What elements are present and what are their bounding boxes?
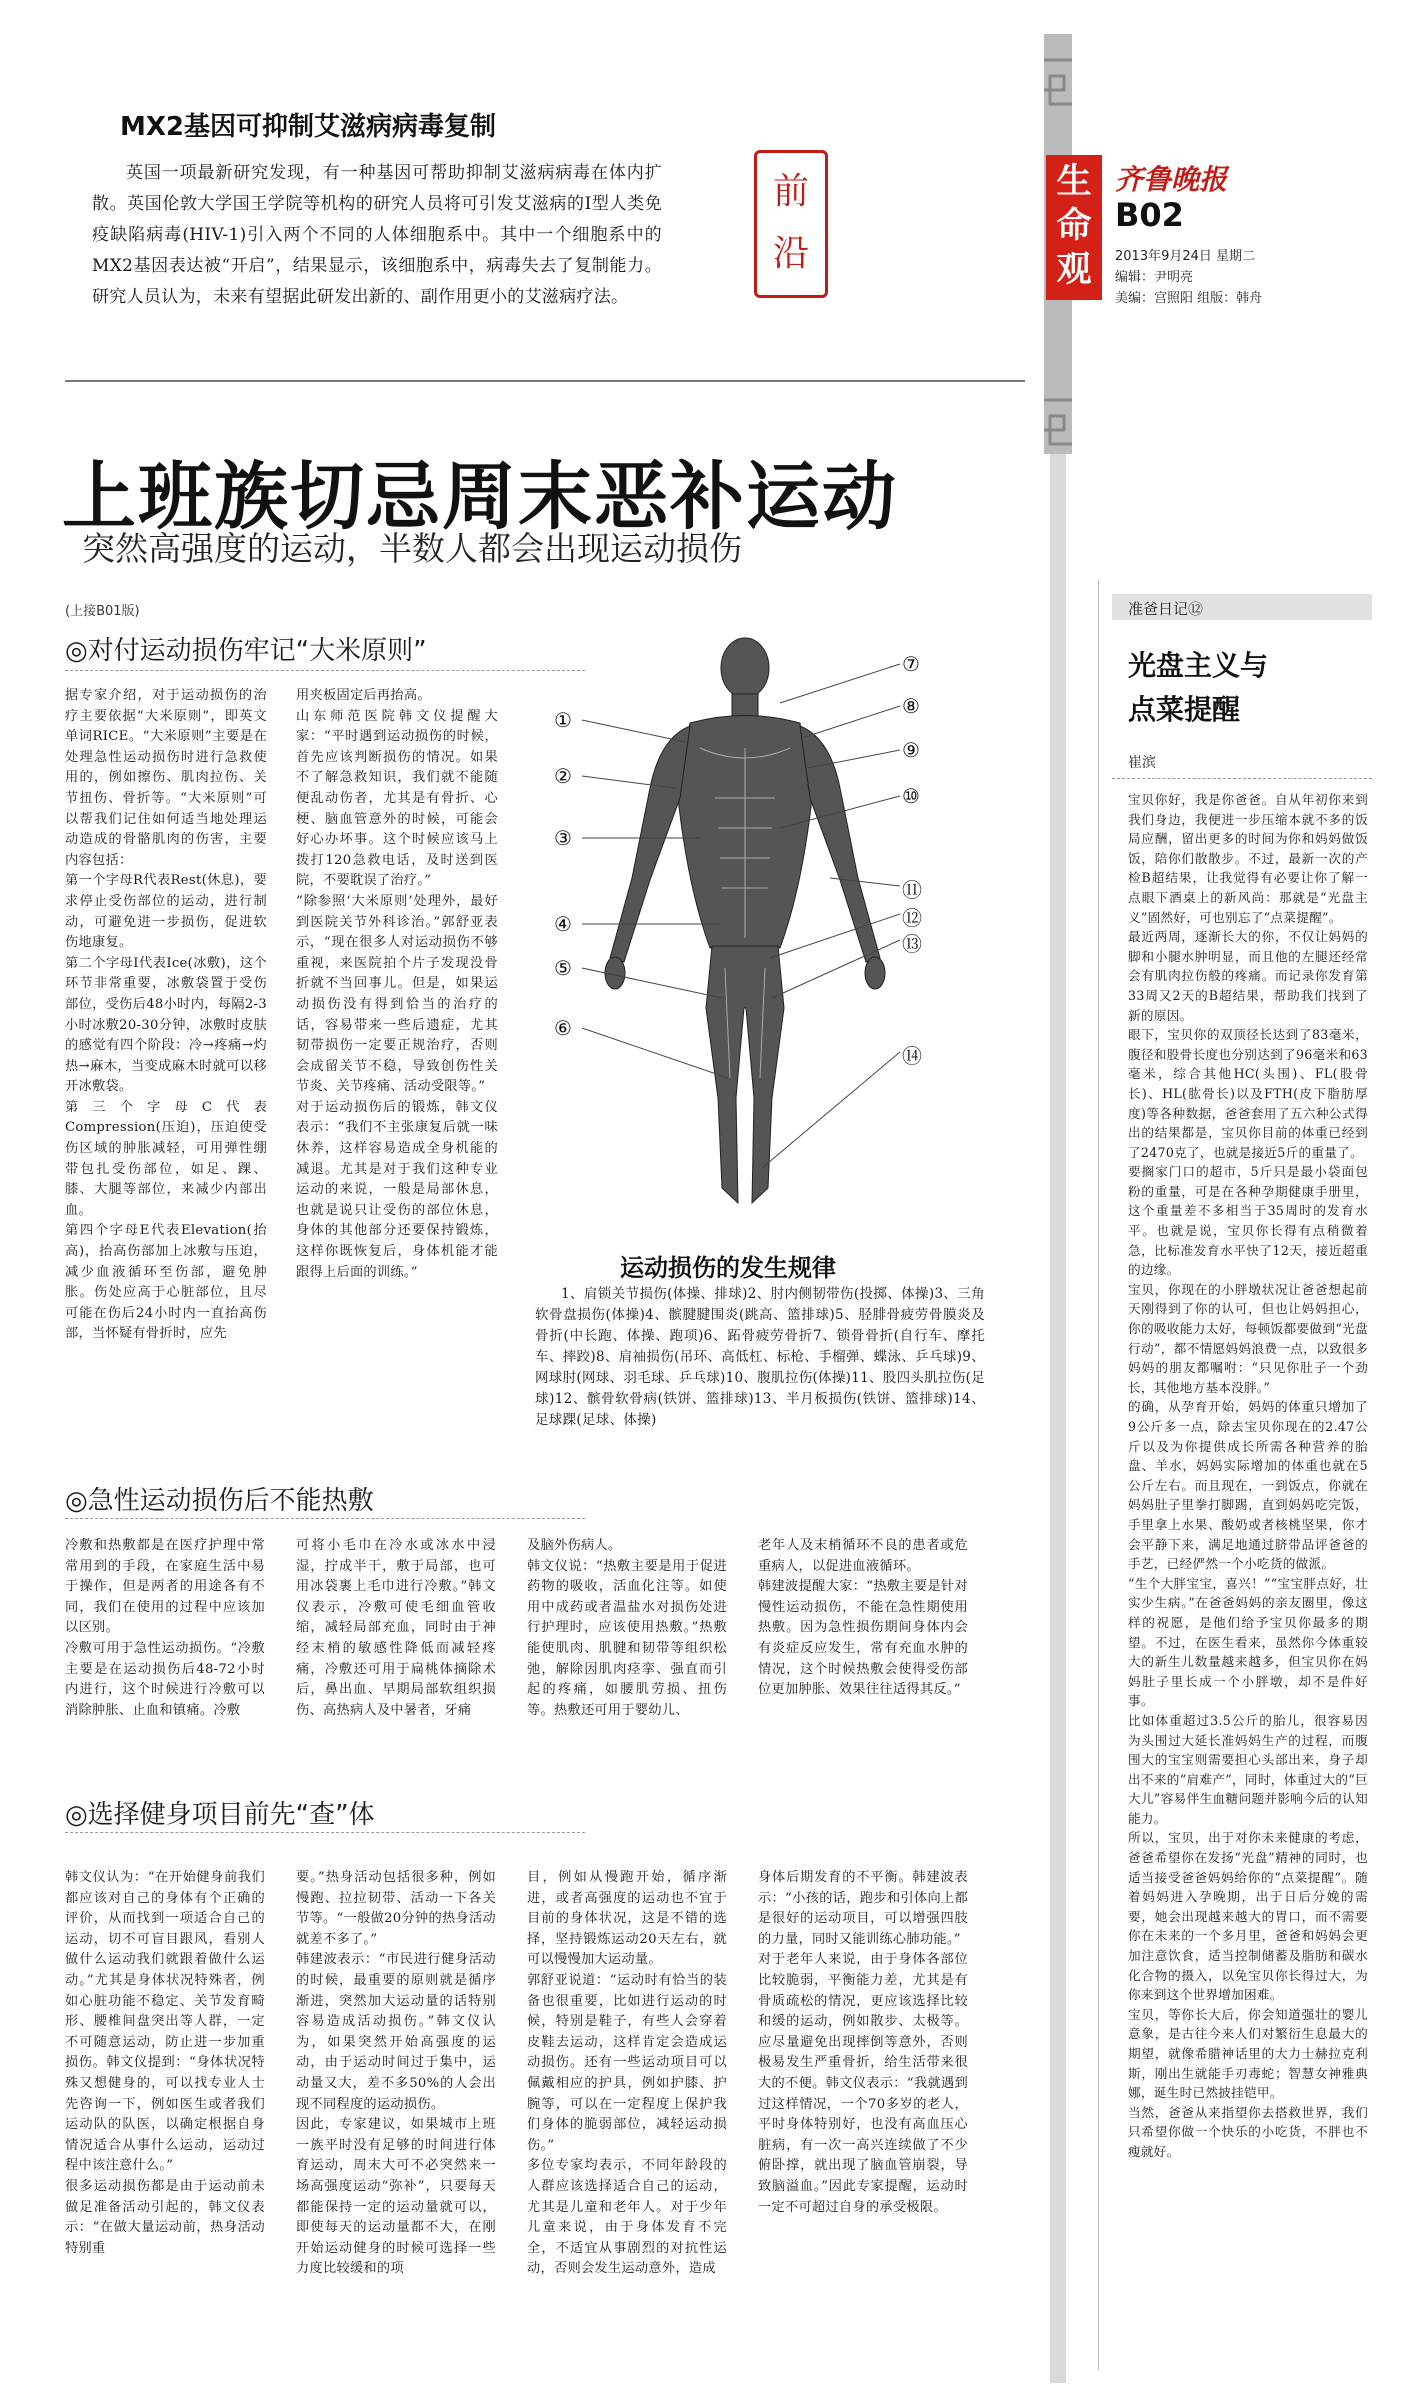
main-headline: 上班族切忌周末恶补运动 [62,454,898,540]
section2-title: ◎急性运动损伤后不能热敷 [65,1486,374,1516]
diary-author-rule [1112,778,1372,779]
section1-title: ◎对付运动损伤牢记“大米原则” [65,636,427,666]
figure-callout: ⑤ [554,956,572,980]
figure-callout: ⑪ [902,878,922,902]
section3-col3: 目，例如从慢跑开始，循序渐进，或者高强度的运动也不宜于目前的身体状况，这是不错的选择，坚持锻炼运动20天左右，就可以慢慢加大运动量。 郭舒亚说道：“运动时有恰当的装备也很重要，比如进行运动的时候，特别是鞋子，有些人会穿着皮鞋去运动，这样肯定会造成运动损伤。还有一些运动项目可以佩戴相应的护具，例如护膝、护腕等，可以在一定程度上保护我们身体的脆弱部位，减轻运动损伤。” 多位专家均表示，不同年龄段的人群应该选择适合自己的运动，尤其是儿童和老年人。对于少年儿童来说，由于身体发育不完全，不适宜从事剧烈的对抗性运动，否则会发生运动意外，造成 [527,1870,727,2277]
diary-divider [1098,580,1099,2370]
figure-callout: ⑦ [902,652,920,676]
diary-title-line2: 点菜提醒 [1128,693,1241,726]
section3-col4: 身体后期发育的不平衡。韩建波表示：“小孩的话，跑步和引体向上都是很好的运动项目，可以增强四肢的力量，同时又能训练心肺功能。” 对于老年人来说，由于身体各部位比较脆弱，平衡能力差，尤其是有骨质疏松的情况，更应该选择比较和缓的运动，例如散步、太极等。应尽量避免出现摔倒等意外，否则极易发生严重骨折，给生活带来很大的不便。韩文仪表示：“我就遇到过这样情况，一个70多岁的老人，平时身体特别好，也没有高血压心脏病，有一次一高兴连续做了不少俯卧撑，就出现了脑血管崩裂，导致脑溢血。”因此专家提醒，运动时一定不可超过自身的承受极限。 [758,1870,968,2215]
frontier-badge-text: 前沿 [772,171,809,274]
diary-title-line1: 光盘主义与 [1128,649,1269,682]
figure-callout: ② [554,764,572,788]
section3-col1: 韩文仪认为：“在开始健身前我们都应该对自己的身体有个正确的评价，从而找到一项适合自己的运动，切不可盲目跟风，看别人做什么运动我们就跟着做什么运动。”尤其是身体状况特殊者，例如心脏功能不稳定、关节发育畸形、腰椎间盘突出等人群，一定不可随意运动，防止进一步加重损伤。韩文仪提到：“身体状况特殊又想健身的，可以找专业人士先咨询一下，例如医生或者我们运动队的队医，以确定根据自身情况适合从事什么运动，运动过程中该注意什么。” 很多运动损伤都是由于运动前未做足准备活动引起的，韩文仪表示：“在做大量运动前，热身活动特别重 [65,1870,265,2256]
section2-col2: 可将小毛巾在冷水或冰水中浸湿，拧成半干，敷于局部，也可用冰袋裹上毛巾进行冷敷。”韩文仪表示，冷敷可使毛细血管收缩，减轻局部充血，同时由于神经末梢的敏感性降低而减轻疼痛，冷敷还可用于扁桃体摘除术后，鼻出血、早期局部软组织损伤、高热病人及中暑者，牙痛 [296,1538,496,1718]
decorative-border-icon [1038,0,1078,2383]
main-subheadline: 突然高强度的运动，半数人都会出现运动损伤 [82,529,742,568]
figure-callout: ⑨ [902,738,920,762]
diary-author: 崔滨 [1128,755,1156,771]
paper-name: 齐鲁晚报 [1115,163,1228,196]
section2-rule [65,1518,585,1519]
page-code: B02 [1115,196,1184,234]
section1-col2: 用夹板固定后再抬高。 山东师范医院韩文仪提醒大家：“平时遇到运动损伤的时候，首先应该判断损伤的情况。如果不了解急救知识，我们就不能随便乱动伤者，尤其是有骨折、心梗、脑血管意外的时候，可能会好心办坏事。这个时候应该马上拨打120急救电话，及时送到医院，不要耽误了治疗。” “除参照‘大米原则’处理外，最好到医院关节外科诊治。”郭舒亚表示，“现在很多人对运动损伤不够重视，来医院拍个片子发现没骨折就不当回事儿。但是，如果运动损伤没有得到恰当的治疗的话，容易带来一些后遗症，尤其韧带损伤一定要正规治疗，否则会成留关节不稳，导致创伤性关节炎、关节疼痛、活动受限等。” 对于运动损伤后的锻炼，韩文仪表示：“我们不主张康复后就一味休养，这样容易造成全身机能的减退。尤其是对于我们这种专业运动的来说，一般是局部休息，也就是说只让受伤的部位休息，身体的其他部分还要保持锻炼，这样你既恢复后，身体机能才能跟得上后面的训练。” [296,688,498,1280]
figure-callout: ⑧ [902,694,920,718]
figure-title: 运动损伤的发生规律 [620,1254,836,1282]
masthead-strip [1038,0,1078,2383]
section3-title: ◎选择健身项目前先“查”体 [65,1800,375,1830]
section3-col2: 要。”热身活动包括很多种，例如慢跑、拉拉韧带、活动一下各关节等。“一般做20分钟的热身活动就差不多了。” 韩建波表示：“市民进行健身活动的时候，最重要的原则就是循序渐进，突然加大运动量的话特别容易造成活动损伤。”韩文仪认为，如果突然开始高强度的运动，由于运动时间过于集中，运动量又大，差不多50%的人会出现不同程度的运动损伤。 因此，专家建议，如果城市上班一族平时没有足够的时间进行体育运动，周末大可不必突然来一场高强度运动“弥补”，只要每天都能保持一定的运动量就可以，即使每天的运动量都不大，在刚开始运动健身的时候可选择一些力度比较缓和的项 [296,1870,496,2277]
date-line: 2013年9月24日 星期二 [1115,249,1256,264]
diary-column-tag: 准爸日记⑫ [1128,600,1204,618]
anatomy-figure [540,628,975,1228]
section1-col1: 据专家介绍，对于运动损伤的治疗主要依据“大米原则”，即英文单词RICE。“大米原则”主要是在处理急性运动损伤时进行急救使用的，例如擦伤、肌肉拉伤、关节扭伤、骨折等。“大米原则”可以帮我们记住如何适当地处理运动造成的骨骼肌肉的伤害，主要内容包括： 第一个字母R代表Rest(休息)，要求停止受伤部位的运动，进行制动，可避免进一步损伤，促进软伤地康复。 第二个字母I代表Ice(冰敷)，这个环节非常重要，冰敷袋置于受伤部位，受伤后48小时内，每隔2-3小时冰敷20-30分钟，冰敷时皮肤的感觉有四个阶段：冷→疼痛→灼热→麻木，当变成麻木时就可以移开冰敷袋。 第三个字母C代表Compression(压迫)，压迫使受伤区域的肿胀减轻，可用弹性绷带包扎受伤部位，如足、踝、膝、大腿等部位，来减少内部出血。 第四个字母E代表Elevation(抬高)，抬高伤部加上冰敷与压迫，减少血液循环至伤部，避免肿胀。伤处应高于心脏部位，且尽可能在伤后24小时内一直抬高伤部，当怀疑有骨折时，应先 [65,688,267,1342]
section3-rule [65,1832,585,1833]
frontier-title: MX2基因可抑制艾滋病病毒复制 [120,112,497,142]
figure-callout: ⑫ [902,906,922,930]
frontier-divider [65,380,1025,382]
figure-callout: ④ [554,912,572,936]
figure-caption: 1、肩锁关节损伤(体操、排球)2、肘内侧韧带伤(投掷、体操)3、三角软骨盘损伤(体操)4、髌腱腱围炎(跳高、篮排球)5、胫腓骨疲劳骨膜炎及骨折(中长跑、体操、跑项)6、跖骨疲劳骨折7、锁骨骨折(自行车、摩托车、摔跤)8、肩袖损伤(吊环、高低杠、标枪、手榴弹、蝶泳、乒乓球)9、网球肘(网球、羽毛球、乒乓球)10、腹肌拉伤(体操)11、股四头肌拉伤(足球)12、髌骨软骨病(铁饼、篮排球)13、半月板损伤(铁饼、篮排球)14、足球踝(足球、体操) [535,1286,985,1428]
figure-callout: ③ [554,826,572,850]
figure-callout: ⑥ [554,1016,572,1040]
continued-note: (上接B01版) [65,604,140,619]
figure-callout: ① [554,708,572,732]
section2-col1: 冷敷和热敷都是在医疗护理中常常用到的手段，在家庭生活中易于操作，但是两者的用途各有不同，我们在使用的过程中应该加以区别。 冷敷可用于急性运动损伤。“冷敷主要是在运动损伤后48-72小时内进行，这个时候进行冷敷可以消除肿胀、止血和镇痛。冷敷 [65,1538,265,1718]
editor-line: 编辑：尹明亮 [1115,270,1194,285]
frontier-body: 英国一项最新研究发现，有一种基因可帮助抑制艾滋病病毒在体内扩散。英国伦敦大学国王学院等机构的研究人员将可引发艾滋病的Ⅰ型人类免疫缺陷病毒(HIV-1)引入两个不同的人体细胞系中。其中一个细胞系中的MX2基因表达被“开启”，结果显示，该细胞系中，病毒失去了复制能力。研究人员认为，未来有望据此研发出新的、副作用更小的艾滋病疗法。 [92,163,662,307]
section1-rule [65,670,585,671]
section-label-text: 生命观 [1056,162,1092,290]
section2-col4: 老年人及末梢循环不良的患者或危重病人，以促进血液循环。 韩建波提醒大家：“热敷主要是针对慢性运动损伤，不能在急性期使用热敷。因为急性损伤期间身体内会有炎症反应发生，常有充血水肿的情况，这个时候热敷会使得受伤部位更加肿胀、效果往往适得其反。” [758,1538,968,1698]
diary-body: 宝贝你好，我是你爸爸。自从年初你来到我们身边，我便进一步压缩本就不多的饭局应酬，留出更多的时间为你和妈妈做饭饭，陪你们散散步。不过，最新一次的产检B超结果，让我觉得有必要让你了解一点眼下酒桌上的新风尚：那就是“光盘主义”固然好，可也别忘了“点菜提醒”。 最近两周，逐渐长大的你，不仅让妈妈的脚和小腿水肿明显，而且他的左腿还经常会有肌肉拉伤般的疼痛。而记录你发育第33周又2天的B超结果，帮助我们找到了新的原因。 眼下，宝贝你的双顶径长达到了83毫米，腹径和股骨长度也分别达到了96毫米和63毫米，综合其他HC(头围)、FL(股骨长)、HL(肱骨长)以及FTH(皮下脂肪厚度)等各种数据，爸爸套用了五六种公式得出的结果都是，宝贝你目前的体重已经到了2470克了，也就是接近5斤的重量了。 要搁家门口的超市，5斤只是最小袋面包粉的重量，可是在各种孕期健康手册里，这个重量差不多相当于35周时的发育水平。也就是说，宝贝你长得有点稍微着急，比标准发育水平快了12天，接近超重的边缘。 宝贝，你现在的小胖墩状况让爸爸想起前天刚得到了你的认可，但也让妈妈担心，你的吸收能力太好，每顿饭都要做到“光盘行动”，都不情愿妈妈浪费一点，以致很多妈妈的朋友都嘱咐：“只见你肚子一个劲长，其他地方基本没胖。” 的确，从孕育开始，妈妈的体重只增加了9公斤多一点，除去宝贝你现在的2.47公斤以及为你提供成长所需各种营养的胎盘、羊水，妈妈实际增加的体重也就在5公斤左右。而且现在，一到饭点，你就在妈妈肚子里拳打脚踢，直到妈妈吃完饭，手里拿上水果、酸奶或者核桃坚果，你才会平静下来，满足地通过脐带品评爸爸的手艺，已经俨然一个小吃货的做派。 “生个大胖宝宝，喜兴！”“宝宝胖点好，壮实少生病。”在爸爸妈妈的亲友圈里，像这样的祝愿，是他们给予宝贝你最多的期望。不过，在医生看来，虽然你今体重较大的新生儿数量越来越多，但宝贝你在妈妈肚子里长成一个小胖墩，却不是件好事。 比如体重超过3.5公斤的胎儿，很容易因为头围过大延长准妈妈生产的过程，而腹围大的宝宝则需要担心头部出来，身子却出不来的“肩难产”，同时，体重过大的“巨大儿”容易伴生血糖问题并影响今后的认知能力。 所以，宝贝，出于对你未来健康的考虑，爸爸希望你在发扬“光盘”精神的同时，也适当接受爸爸妈妈给你的“点菜提醒”。随着妈妈进入孕晚期，出于日后分娩的需要，她会出现越来越大的胃口，而不需要你在未来的一个多月里，爸爸和妈妈会更加注意饮食，适当控制储蓄及脂肪和碳水化合物的摄入，以免宝贝你长得过大，为你来到这个世界增加困难。 宝贝，等你长大后，你会知道强壮的婴儿意象，是古往今来人们对繁衍生息最大的期望，就像希腊神话里的大力士赫拉克利斯，刚出生就能手刃毒蛇；智慧女神雅典娜，诞生时已然披挂铠甲。 当然，爸爸从来指望你去搭救世界，我们只希望你做一个快乐的小吃货，不胖也不瘦就好。 [1128,792,1368,2159]
figure-callout: ⑭ [902,1044,922,1068]
figure-callout: ⑬ [902,932,922,956]
design-line: 美编：宫照阳 组版：韩舟 [1115,291,1263,306]
figure-callout: ⑩ [902,784,920,808]
frontier-badge [754,150,828,298]
section2-col3: 及脑外伤病人。 韩文仪说：“热敷主要是用于促进药物的吸收，活血化注等。如使用中成药或者温盐水对损伤处进行护理时，应该使用热敷。”热敷能使肌肉、肌腱和韧带等组织松弛，解除因肌肉痉挛、强直而引起的疼痛，如腰肌劳损、扭伤等。热敷还可用于婴幼儿、 [527,1538,727,1718]
